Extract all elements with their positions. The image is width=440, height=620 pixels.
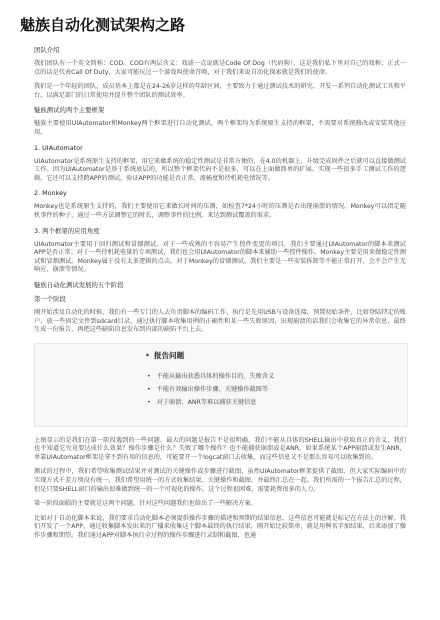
paragraph: Monkey也是系统原生支持的，我们主要使用它来做长时间的压测，如检查7*24小时的压测是否出现崩溃的情况。Monkey可以指定随机事件的种子，通过一些方法调整它的时长，调整事件的比例，来达到测试覆盖的需求。 bbox=[34, 203, 406, 219]
paragraph: 刚开始涉及自动化的时候，我们有一些专门的人去负责脚本的编码工作，执行是先用USB与设备连接，预置初始条件，比如登陆特定的账户，放一些固定文件到sdcard目录，通过执行脚本收集用例的正确性和某一些失败原因，出现崩溃的话我们会收集它的异常信息，最终生成一份报告，再把这些缺陷信息发布到内部的缺陷平台上去。 bbox=[34, 308, 406, 334]
paragraph: 魅族主要使用UIAutomator和Monkey两个框架进行自动化测试，两个框架均为系统原生支持的框架，不需要对系统修改或安装其他应用。 bbox=[34, 120, 406, 136]
document-title: 魅族自动化测试架构之路 bbox=[20, 16, 186, 34]
section-heading: 团队介绍 bbox=[34, 46, 60, 54]
subheading: 1. UIAutomator bbox=[34, 143, 83, 152]
paragraph: UIAutomator是系统原生支持的框架，用它来做系统的稳定性测试是非常方便的，在4.0的机器上，升级完成固件之后就可以直接做测试工作。因为UIAutomator是基于系统底层的，所以整个框架代码不是很多，可以在上面做简单的扩展。实现一些很多手工测试工作的逻辑。它还可以支持跨APP的测试，验证APP的功能是否正常、流畅度和待机耗电情况等。 bbox=[34, 157, 406, 182]
paragraph: 上图显示的是我们在第一阶段遇到的一些问题。最大的问题是报告不是很明确，我们不能从具体的SHELL输出中获取真正的含义，我们也不知道它究竟要达成什么效果？操作步骤是什么？失败了哪个操作？也不能捕获崩溃或是ANR。如果系统某个APP崩溃或发生ANR，单靠UIAutomator框架是拿不到有用的信息的，可能要开一个logcat窗口去收集，而这些信息又不是那么容易可以收集到的。 bbox=[34, 436, 406, 461]
list-item: • 对于崩溃、ANR等难以捕获关键信息 bbox=[147, 396, 274, 409]
document-body bbox=[34, 46, 406, 547]
section-heading: 魅族测试的两个主要框架 bbox=[34, 106, 105, 115]
paragraph: 比如对于自动化脚本来说，我们要求自动化脚本必须提供操作步骤的描述和预期的结果信息，这些信息可能就是标记在方法上的注解。我们开发了一个APP，通过收集脚本发出来的广播来收集这个脚本最终的执行结果，刚开始比较简单，就是用例名字加结果，后来添加了操作步骤和期望。我们通过APP对脚本执行全过程的操作步骤进行录制和截图，也通 bbox=[34, 514, 406, 540]
paragraph: 我们团队有一个英文简称：COD。COD有两层含义：戏谑一点说就是Code Of Dog（代码狗），这是我们私下里对自己的戏称；正式一点的话是代表Call Of Duty，大家可能玩过一个游戏叫使命召唤，对于我们来说自动化探索就是我们的使命。 bbox=[34, 60, 406, 76]
subheading: 3. 两个框架的应用角度 bbox=[34, 226, 100, 235]
paragraph: 测试的过程中，我们希望收集测试结果并对测试的关键操作或步骤进行截图，虽然UIAutomator框架提供了截图，但大家实际编码中的实现方式千差万别没有统一，我们希望用统一的方式收集结果、关键操作和截图，并最终汇总在一起。我们所需的一个报告汇总的过程，但是只要SHELL窗口的输出很难做到统一的一个可视化的操作，这个过程很困难，需要耗费很多的人力。 bbox=[34, 468, 406, 493]
section-heading: 魅族自动化测试发展的五个阶段 bbox=[34, 280, 124, 289]
list-item: • 不能有效输出操作步骤、关键操作截图等 bbox=[147, 383, 274, 396]
list-item: • 不能从输出获悉具体的操作目的，失败含义 bbox=[147, 370, 274, 383]
paragraph: UIAutomator主要用于回归测试和冒烟测试。对于一些成熟的不容易产生控件变更的项目，我们主要通过UIAutomator的脚本来测试APP是否正常；对于一些待机耗电量的专项测试，我们也会用UIAutomator的脚本来辅助一些控件操作。Monkey主要是用来做稳定性测试和冒烟测试。Monkey属于没有太多逻辑的点击，对于Monkey的冒烟测试，我们主要是一些安装拆卸等不能正常打开、会不会产生无响应、崩溃等情况。 bbox=[34, 240, 406, 274]
subheading: 2. Monkey bbox=[34, 189, 67, 198]
subheading: 第一个阶段 bbox=[34, 294, 66, 303]
figure-list bbox=[147, 370, 274, 409]
figure-title: • 报告问题 bbox=[145, 350, 184, 361]
paragraph: 第一阶段面临的主要就是这两个问题，针对这些问题我们也给出了一些解决方案。 bbox=[34, 500, 257, 508]
paragraph: 我们是一个年轻的团队，成员基本上都是在24-26岁这样的年龄区间，主要致力于通过测试技术的研究、开发一系列自动化测试工具和平台，以满足部门的日常使用并提升整个团队的测试效率。 bbox=[34, 83, 406, 99]
report-problems-figure bbox=[34, 343, 408, 427]
